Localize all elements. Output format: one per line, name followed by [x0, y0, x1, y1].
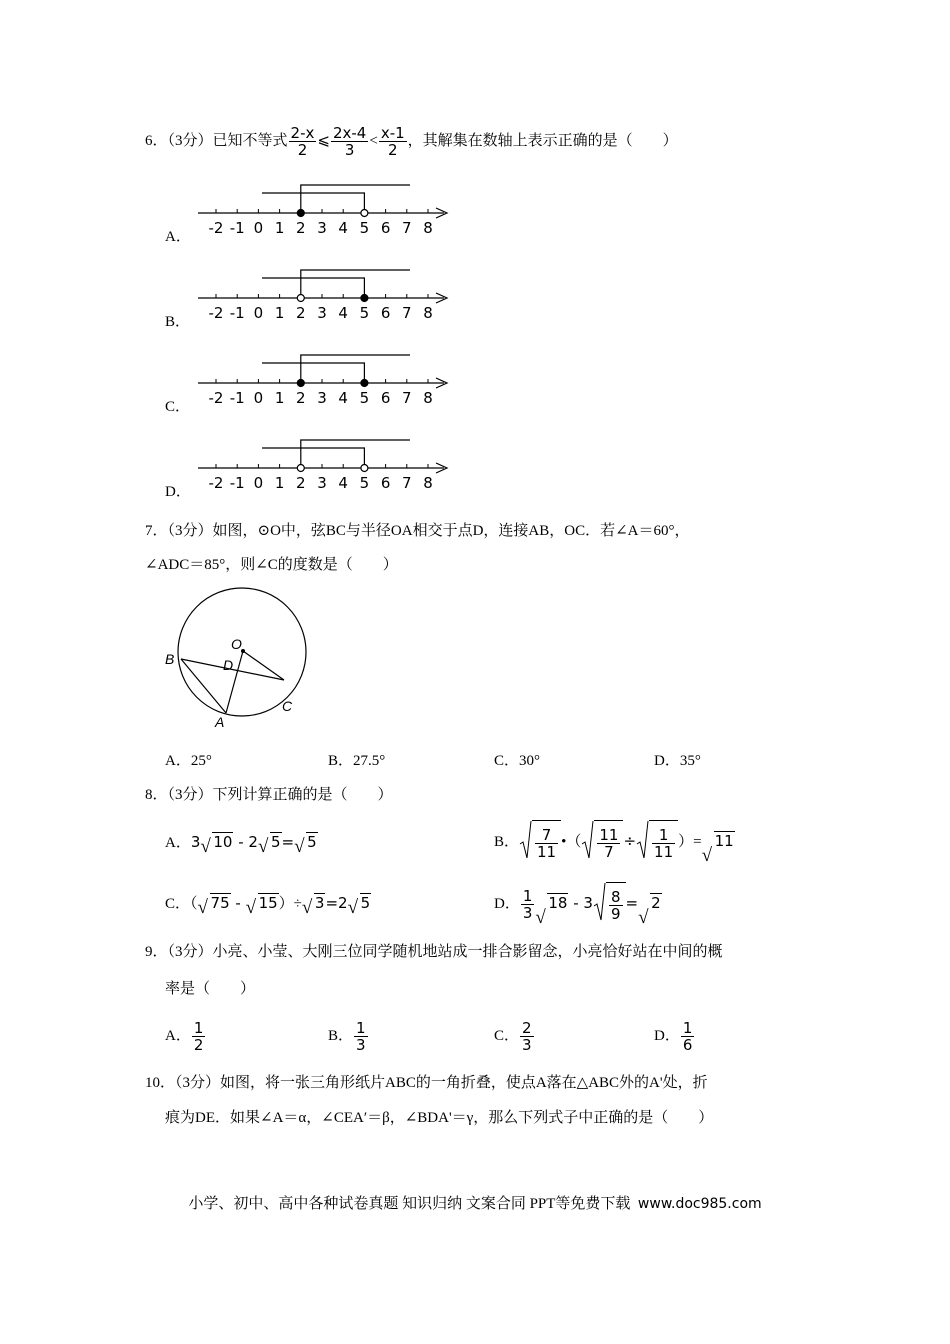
- tick-label-2: 2: [296, 304, 306, 322]
- tick-label-3: 3: [317, 389, 327, 407]
- q8-option-c[interactable]: C．（√ 75 - √ 15）÷√ 3=2√ 5: [165, 891, 371, 916]
- page-footer: [0, 1192, 950, 1213]
- q10-line-1: 10．（3分）如图，将一张三角形纸片ABC的一角折叠，使点A落在△ABC外的A'处，折: [145, 1075, 708, 1091]
- tick-label-7: 7: [402, 304, 412, 322]
- q9-option-a[interactable]: A． $\frac{1}{2}$: [165, 1019, 204, 1055]
- hollow-point: [297, 295, 304, 302]
- tick-label-6: 6: [380, 219, 391, 237]
- tick-label-1: 1: [274, 219, 285, 237]
- label-o: O: [231, 636, 242, 652]
- tick-label-0: 0: [253, 474, 264, 492]
- q9-option-c[interactable]: C． $\frac{2}{3}$: [494, 1019, 532, 1055]
- q6-number-line-c: [0, 335, 470, 407]
- solid-point: [297, 380, 304, 387]
- solid-point: [361, 295, 368, 302]
- q6-option-label-a[interactable]: A．: [165, 229, 191, 245]
- q6-number-line-d: [0, 420, 470, 492]
- q6-number-line-a: [0, 165, 470, 237]
- tick-label-8: 8: [423, 304, 433, 322]
- tick-label-7: 7: [402, 219, 412, 237]
- tick-label-0: 0: [253, 304, 264, 322]
- tick-label-8: 8: [423, 219, 433, 237]
- q9-option-b[interactable]: B． $\frac{1}{3}$: [328, 1019, 366, 1055]
- tick-label-4: 4: [338, 474, 348, 492]
- tick-label-2: 2: [296, 474, 306, 492]
- tick-label-1: 1: [274, 304, 285, 322]
- solution-ray-right: [301, 355, 410, 383]
- q9-option-d[interactable]: D． $\frac{1}{6}$: [654, 1019, 693, 1055]
- tick-label-5: 5: [359, 389, 370, 407]
- tick-label--2: -2: [208, 219, 224, 237]
- tick-label--1: -1: [229, 219, 245, 237]
- solution-ray-right: [301, 270, 410, 298]
- tick-label-5: 5: [359, 474, 370, 492]
- sqrt-1-11: $\frac{1}{11}$: [636, 820, 678, 865]
- solution-ray-left: [262, 363, 364, 383]
- tick-label-4: 4: [338, 219, 348, 237]
- q6-option-label-b[interactable]: B．: [165, 314, 191, 330]
- tick-label-8: 8: [423, 474, 433, 492]
- label-d: D: [223, 657, 234, 673]
- sqrt-11-7: $\frac{11}{7}$: [581, 820, 623, 865]
- solution-ray-right: [301, 185, 410, 213]
- q6-number: 6．: [145, 132, 168, 149]
- tick-label--1: -1: [229, 474, 245, 492]
- solution-ray-left: [262, 278, 364, 298]
- q6-stem: 6．（3分）已知不等式 $\frac{2-x}{2}$ ⩽ $\frac{2x-4}{3}$ < $\frac{x-1}{2}$ ，其解集在数轴上表示正确的是（ ）: [145, 124, 678, 159]
- q6-score: （3分）: [167, 132, 213, 149]
- hollow-point: [361, 465, 368, 472]
- q7-option-a[interactable]: A．25°: [165, 753, 212, 769]
- tick-label-3: 3: [317, 219, 327, 237]
- q8-option-b[interactable]: B． $\frac{7}{11}$ •（ $\frac{11}{7}$ ÷ $\frac{1}{11}$ ）=√ 11: [494, 819, 735, 865]
- q9-line-2: 率是（ ）: [165, 981, 256, 997]
- label-b: B: [165, 651, 175, 667]
- q6-frac-3: $\frac{x-1}{2}$: [380, 124, 405, 159]
- solid-point: [361, 380, 368, 387]
- footer-text: 小学、初中、高中各种试卷真题 知识归纳 文案合同 PPT等免费下载: [188, 1196, 631, 1212]
- tick-label--2: -2: [208, 304, 224, 322]
- tick-label-3: 3: [317, 474, 327, 492]
- q6-frac-1: $\frac{2-x}{2}$: [290, 124, 315, 159]
- tick-label-3: 3: [317, 304, 327, 322]
- tick-label-2: 2: [296, 219, 306, 237]
- solution-ray-left: [262, 448, 364, 468]
- tick-label-6: 6: [380, 389, 391, 407]
- sqrt-8-9: $\frac{8}{9}$: [593, 882, 626, 927]
- tick-label-4: 4: [338, 389, 348, 407]
- q6-frac-2: $\frac{2x-4}{3}$: [332, 124, 367, 159]
- q8-option-a[interactable]: A．3√ 10 - 2√ 5=√ 5: [165, 830, 318, 855]
- tick-label--2: -2: [208, 389, 224, 407]
- q7-line-2: ∠ADC＝85°，则∠C的度数是（ ）: [145, 557, 398, 573]
- label-c: C: [282, 698, 293, 714]
- hollow-point: [361, 210, 368, 217]
- q9-line-1: 9．（3分）小亮、小莹、大刚三位同学随机地站成一排合影留念，小亮恰好站在中间的概: [145, 944, 723, 960]
- solution-ray-left: [262, 193, 364, 213]
- q7-option-b[interactable]: B．27.5°: [328, 753, 386, 769]
- label-a: A: [215, 714, 225, 730]
- footer-url[interactable]: www.doc985.com: [637, 1196, 762, 1212]
- q7-option-d[interactable]: D．35°: [654, 753, 701, 769]
- tick-label-5: 5: [359, 219, 370, 237]
- q7-circle-figure: [160, 580, 320, 730]
- solution-ray-right: [301, 440, 410, 468]
- tick-label-7: 7: [402, 389, 412, 407]
- tick-label-6: 6: [380, 474, 391, 492]
- sqrt-7-11: $\frac{7}{11}$: [519, 820, 561, 865]
- tick-label--1: -1: [229, 304, 245, 322]
- hollow-point: [297, 465, 304, 472]
- tick-label-7: 7: [402, 474, 412, 492]
- tick-label-4: 4: [338, 304, 348, 322]
- tick-label-2: 2: [296, 389, 306, 407]
- q6-number-line-b: [0, 250, 470, 322]
- q7-option-c[interactable]: C．30°: [494, 753, 541, 769]
- solid-point: [297, 210, 304, 217]
- q6-option-label-c[interactable]: C．: [165, 399, 191, 415]
- tick-label-0: 0: [253, 219, 264, 237]
- q7-line-1: 7．（3分）如图，⊙O中，弦BC与半径OA相交于点D，连接AB，OC．若∠A＝60°，: [145, 523, 690, 539]
- tick-label-1: 1: [274, 474, 285, 492]
- tick-label-0: 0: [253, 389, 264, 407]
- tick-label-6: 6: [380, 304, 391, 322]
- tick-label-1: 1: [274, 389, 285, 407]
- tick-label-5: 5: [359, 304, 370, 322]
- q6-option-label-d[interactable]: D．: [165, 484, 191, 500]
- q10-line-2: 痕为DE．如果∠A＝α，∠CEA′＝β，∠BDA'＝γ，那么下列式子中正确的是（ ）: [165, 1110, 714, 1126]
- tick-label-8: 8: [423, 389, 433, 407]
- q8-stem: 8．（3分）下列计算正确的是（ ）: [145, 787, 393, 803]
- tick-label--2: -2: [208, 474, 224, 492]
- q8-option-d[interactable]: D． $\frac{1}{3}$ √ 18 - 3 $\frac{8}{9}$ =√ 2: [494, 881, 662, 927]
- tick-label--1: -1: [229, 389, 245, 407]
